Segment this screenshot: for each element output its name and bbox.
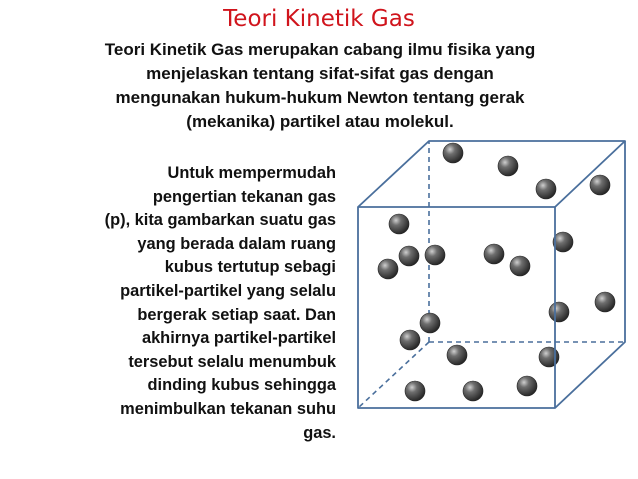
gas-particle — [517, 376, 537, 396]
gas-particle — [595, 292, 615, 312]
intro-line: (mekanika) partikel atau molekul. — [186, 112, 454, 131]
explanation-line: akhirnya partikel-partikel — [141, 329, 336, 348]
gas-particle — [539, 347, 559, 367]
gas-particle — [378, 259, 398, 279]
gas-particle — [536, 179, 556, 199]
gas-particle — [400, 330, 420, 350]
gas-particle — [463, 381, 483, 401]
gas-particle — [549, 302, 569, 322]
explanation-line: (p), kita gambarkan suatu gas — [104, 211, 336, 230]
gas-particle — [443, 143, 463, 163]
explanation-line: tersebut selalu menumbuk — [128, 352, 336, 371]
explanation-line: dinding kubus sehingga — [147, 376, 336, 395]
gas-particle — [405, 381, 425, 401]
gas-particle — [498, 156, 518, 176]
cube-right-face — [555, 141, 625, 408]
explanation-line: bergerak setiap saat. Dan — [137, 305, 336, 324]
gas-particle — [389, 214, 409, 234]
explanation-line: gas. — [303, 423, 336, 442]
gas-particle — [399, 246, 419, 266]
intro-line: mengunakan hukum-hukum Newton tentang gerak — [115, 88, 525, 107]
intro-line: Teori Kinetik Gas merupakan cabang ilmu fisika yang — [104, 40, 536, 59]
gas-particle — [447, 345, 467, 365]
explanation-line: menimbulkan tekanan suhu — [120, 399, 336, 418]
gas-particle — [590, 175, 610, 195]
cube-top-face — [358, 141, 625, 207]
explanation-line: kubus tertutup sebagi — [164, 258, 336, 277]
gas-particle — [484, 244, 504, 264]
intro-line: menjelaskan tentang sifat-sifat gas dengan — [146, 64, 494, 83]
gas-particle — [510, 256, 530, 276]
gas-particle — [425, 245, 445, 265]
explanation-line: yang berada dalam ruang — [137, 234, 336, 253]
gas-particle — [420, 313, 440, 333]
gas-particle — [553, 232, 573, 252]
slide-title: Teori Kinetik Gas — [223, 6, 415, 32]
explanation-line: pengertian tekanan gas — [152, 187, 336, 206]
explanation-line: Untuk mempermudah — [167, 164, 336, 182]
explanation-line: partikel-partikel yang selalu — [120, 281, 336, 300]
